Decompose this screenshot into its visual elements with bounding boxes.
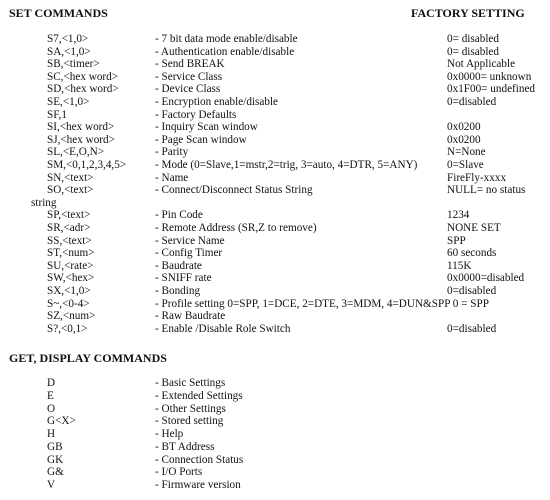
- set-command-row: [0, 323, 550, 336]
- set-command-row: [0, 33, 550, 46]
- factory-value: 0x0200: [447, 133, 481, 146]
- set-command-row: [0, 83, 550, 96]
- command-code: SA,<1,0>: [47, 45, 91, 58]
- set-command-row: [0, 46, 550, 59]
- command-description: - Other Settings: [155, 402, 226, 415]
- factory-value: 0= disabled: [447, 33, 499, 45]
- command-description: - Service Class: [155, 70, 223, 83]
- factory-value: 115K: [447, 259, 472, 272]
- command-description: - Parity: [155, 146, 189, 159]
- continuation-text: string: [31, 196, 57, 209]
- set-command-row: [0, 96, 550, 109]
- get-command-row: [0, 428, 550, 441]
- factory-setting-heading: FACTORY SETTING: [411, 6, 525, 20]
- factory-value: N=None: [447, 146, 486, 159]
- set-command-row: [0, 146, 550, 159]
- command-description: - I/O Ports: [155, 466, 203, 479]
- factory-value: 0=disabled: [447, 322, 497, 335]
- factory-value: 0=disabled: [447, 96, 497, 108]
- command-description: - SNIFF rate: [155, 272, 212, 285]
- command-description: - Connection Status: [155, 453, 244, 466]
- command-code: SR,<adr>: [47, 222, 91, 234]
- set-command-row: [0, 235, 550, 248]
- command-description: - Send BREAK: [155, 58, 225, 71]
- command-code: SI,<hex word>: [47, 121, 115, 134]
- command-description: - Stored setting: [155, 415, 224, 428]
- factory-value: Not Applicable: [447, 58, 516, 71]
- command-code: G<X>: [47, 415, 76, 428]
- factory-value: 0=Slave: [447, 159, 484, 171]
- set-commands-heading: SET COMMANDS: [9, 6, 108, 20]
- command-description: - Name: [155, 171, 189, 184]
- command-description: - Baudrate: [155, 259, 202, 272]
- get-command-row: [0, 377, 550, 390]
- get-command-row: [0, 466, 550, 479]
- command-code: SC,<hex word>: [47, 70, 119, 83]
- set-command-row: [0, 260, 550, 273]
- command-description: - 7 bit data mode enable/disable: [155, 33, 298, 45]
- command-code: SF,1: [47, 108, 67, 121]
- command-description: - Encryption enable/disable: [155, 96, 279, 108]
- set-command-row: [0, 310, 550, 323]
- command-description: - Device Class: [155, 83, 221, 96]
- command-code: GK: [47, 453, 64, 466]
- factory-value: 60 seconds: [447, 247, 497, 260]
- command-description: - Remote Address (SR,Z to remove): [155, 222, 317, 234]
- command-code: SW,<hex>: [47, 272, 95, 285]
- get-command-row: [0, 454, 550, 467]
- command-code: E: [47, 389, 54, 402]
- command-code: S~,<0-4>: [47, 297, 90, 310]
- command-code: SD,<hex word>: [47, 83, 119, 96]
- set-command-row: [0, 184, 550, 197]
- command-code: SP,<text>: [47, 209, 91, 222]
- factory-value: SPP: [447, 234, 466, 247]
- command-code: SJ,<hex word>: [47, 133, 115, 146]
- factory-value: FireFly-xxxx: [447, 171, 507, 184]
- set-command-row: [0, 197, 550, 210]
- command-description: - Help: [155, 428, 184, 440]
- set-command-row: [0, 58, 550, 71]
- command-code: O: [47, 402, 56, 415]
- factory-value: NONE SET: [447, 222, 501, 234]
- get-command-row: [0, 479, 550, 492]
- set-command-row: [0, 109, 550, 122]
- get-command-row: [0, 390, 550, 403]
- command-code: GB: [47, 440, 63, 453]
- set-command-row: [0, 285, 550, 298]
- factory-value: NULL= no status: [447, 184, 526, 197]
- set-command-row: [0, 222, 550, 235]
- command-description: - Enable /Disable Role Switch: [155, 322, 291, 335]
- command-code: SL,<E,O,N>: [47, 146, 105, 159]
- get-command-row: [0, 441, 550, 454]
- get-display-commands-heading: GET, DISPLAY COMMANDS: [9, 351, 167, 365]
- get-command-row: [0, 403, 550, 416]
- command-code: SU,<rate>: [47, 259, 94, 272]
- command-description: - Raw Baudrate: [155, 310, 226, 323]
- command-code: SS,<text>: [47, 234, 92, 247]
- command-code: V: [47, 479, 56, 491]
- set-command-row: [0, 121, 550, 134]
- command-description: - Firmware version: [155, 479, 241, 491]
- set-command-row: [0, 247, 550, 260]
- factory-value: 0x0200: [447, 121, 481, 134]
- command-description: - Connect/Disconnect Status String: [155, 184, 313, 197]
- command-description: - Pin Code: [155, 209, 203, 222]
- command-description: - Authentication enable/disable: [155, 45, 295, 58]
- command-code: S7,<1,0>: [47, 33, 89, 45]
- command-code: ST,<num>: [47, 247, 95, 260]
- command-description: - Config Timer: [155, 247, 223, 260]
- factory-value: 0= disabled: [447, 45, 499, 58]
- command-description: - Service Name: [155, 234, 225, 247]
- set-command-row: [0, 209, 550, 222]
- command-description: - Bonding: [155, 285, 201, 297]
- command-code: S?,<0,1>: [47, 322, 88, 335]
- command-code: SB,<timer>: [47, 58, 100, 71]
- set-command-row: [0, 134, 550, 147]
- command-description: - Basic Settings: [155, 377, 226, 389]
- factory-value: 0x1F00= undefined: [447, 83, 536, 96]
- command-code: SN,<text>: [47, 171, 94, 184]
- command-description: - Mode (0=Slave,1=mstr,2=trig, 3=auto, 4=DTR, 5=ANY): [155, 159, 418, 171]
- factory-value: 0x0000= unknown: [447, 70, 532, 83]
- command-code: SM,<0,1,2,3,4,5>: [47, 159, 127, 171]
- factory-value: 0=disabled: [447, 285, 497, 297]
- set-command-row: [0, 71, 550, 84]
- set-command-row: [0, 172, 550, 185]
- factory-value: 0x0000=disabled: [447, 272, 525, 285]
- command-code: SE,<1,0>: [47, 96, 90, 108]
- command-description: - Factory Defaults: [155, 108, 237, 121]
- command-code: H: [47, 428, 56, 440]
- get-command-row: [0, 415, 550, 428]
- command-code: D: [47, 377, 56, 389]
- factory-value: 1234: [447, 209, 470, 222]
- command-description: - BT Address: [155, 440, 215, 453]
- command-code: G&: [47, 466, 64, 479]
- command-description: - Inquiry Scan window: [155, 121, 258, 134]
- command-code: SX,<1,0>: [47, 285, 91, 297]
- command-description: - Profile setting 0=SPP, 1=DCE, 2=DTE, 3=MDM, 4=DUN&SPP 0 = SPP: [155, 297, 489, 310]
- command-description: - Page Scan window: [155, 133, 247, 146]
- command-code: SZ,<num>: [47, 310, 96, 323]
- command-description: - Extended Settings: [155, 389, 243, 402]
- set-command-row: [0, 159, 550, 172]
- set-command-row: [0, 272, 550, 285]
- command-code: SO,<text>: [47, 184, 94, 197]
- set-command-row: [0, 298, 550, 311]
